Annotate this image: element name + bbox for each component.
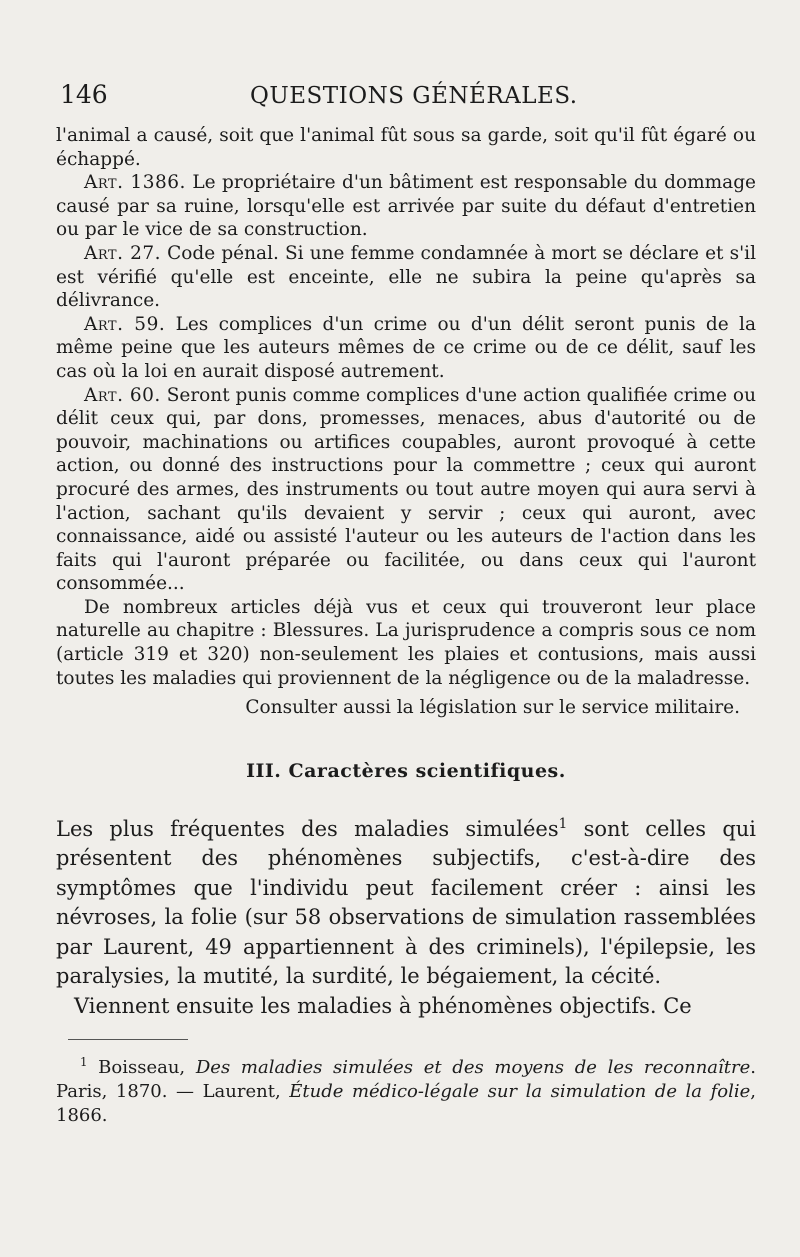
running-title: QUESTIONS GÉNÉRALES. xyxy=(250,83,578,109)
footnote: $^1$ Boisseau, Des maladies simulées et des moyens de les reconnaître. Paris, 1870. — Laurent, Étude médico-légale sur la simulation de la folie, 1866. xyxy=(56,1055,757,1127)
footnote-title-1: Des maladies simulées et des moyens de les reconnaître xyxy=(195,1057,751,1079)
running-head xyxy=(60,80,756,124)
paragraph-continuation: l'animal a causé, soit que l'animal fût sous sa garde, soit qu'il fût égaré ou échappé. xyxy=(56,125,756,170)
body-paragraph-2: Viennent ensuite les maladies à phénomènes objectifs. Ce xyxy=(74,993,692,1018)
paragraph-art-59: Art. 59. Les complices d'un crime ou d'un délit seront punis de la même peine que les auteurs mêmes de ce crime ou de ce délit, sauf les cas où la loi en aurait disposé autrement. xyxy=(56,313,756,382)
footnote-title-2: Étude médico-légale sur la simulation de la folie xyxy=(289,1081,751,1103)
footnote-ref: 1 xyxy=(558,815,568,832)
law-articles xyxy=(56,124,756,690)
paragraph-blessures: De nombreux articles déjà vus et ceux qui trouveront leur place naturelle au chapitre : Blessures. La jurisprudence a compris sous ce nom (article 319 et 320) non-seulement les plaies et contusions, mais aussi toutes les maladies qui proviennent de la négligence ou de la maladresse. xyxy=(56,596,756,689)
body-paragraph-1: Les plus fréquentes des maladies simulées$^1$ sont celles qui présentent des phénomènes subjectifs, c'est-à-dire des symptômes que l'individu peut facilement créer : ainsi les névroses, la folie (sur 58 observations de simulation rassemblées par Laurent, 49 appartiennent à des criminels), l'épilepsie, les paralysies, la mutité, la surdité, le bégaiement, la cécité. xyxy=(56,815,756,989)
footnote-mark: 1 xyxy=(80,1055,88,1070)
article-label: Art. 60. xyxy=(84,384,161,406)
page-number: 146 xyxy=(60,80,108,109)
section-title: III. Caractères scientifiques. xyxy=(246,759,566,782)
paragraph-art-1386: Art. 1386. Le propriétaire d'un bâtiment est responsable du dommage causé par sa ruine, lorsqu'elle est arrivée par suite du défaut d'entretien ou par le vice de sa construction. xyxy=(56,172,756,241)
article-label: Art. 59. xyxy=(84,313,166,335)
paragraph-art-60: Art. 60. Seront punis comme complices d'une action qualifiée crime ou délit ceux qui, par dons, promesses, menaces, abus d'autorité ou de pouvoir, machinations ou artifices coupables, auront provoqué à cette action, ou donné des instructions pour la commettre ; ceux qui auront procuré des armes, des instruments ou tout autre moyen qui aura servi à l'action, sachant qu'ils devaient y servir ; ceux qui auront, avec connaissance, aidé ou assisté l'auteur ou les auteurs de l'action dans les faits qui l'auront préparée ou facilitée, ou dans ceux qui l'auront consommée... xyxy=(56,384,756,595)
footnote-divider xyxy=(68,1039,188,1040)
paragraph-art-27: Art. 27. Code pénal. Si une femme condamnée à mort se déclare et s'il est vérifié qu'elle est enceinte, elle ne subira la peine qu'après sa délivrance. xyxy=(56,242,756,312)
article-label: Art. 27. xyxy=(84,242,162,264)
consult-line: Consulter aussi la législation sur le service militaire. xyxy=(245,697,740,719)
article-label: Art. 1386. xyxy=(84,172,186,194)
